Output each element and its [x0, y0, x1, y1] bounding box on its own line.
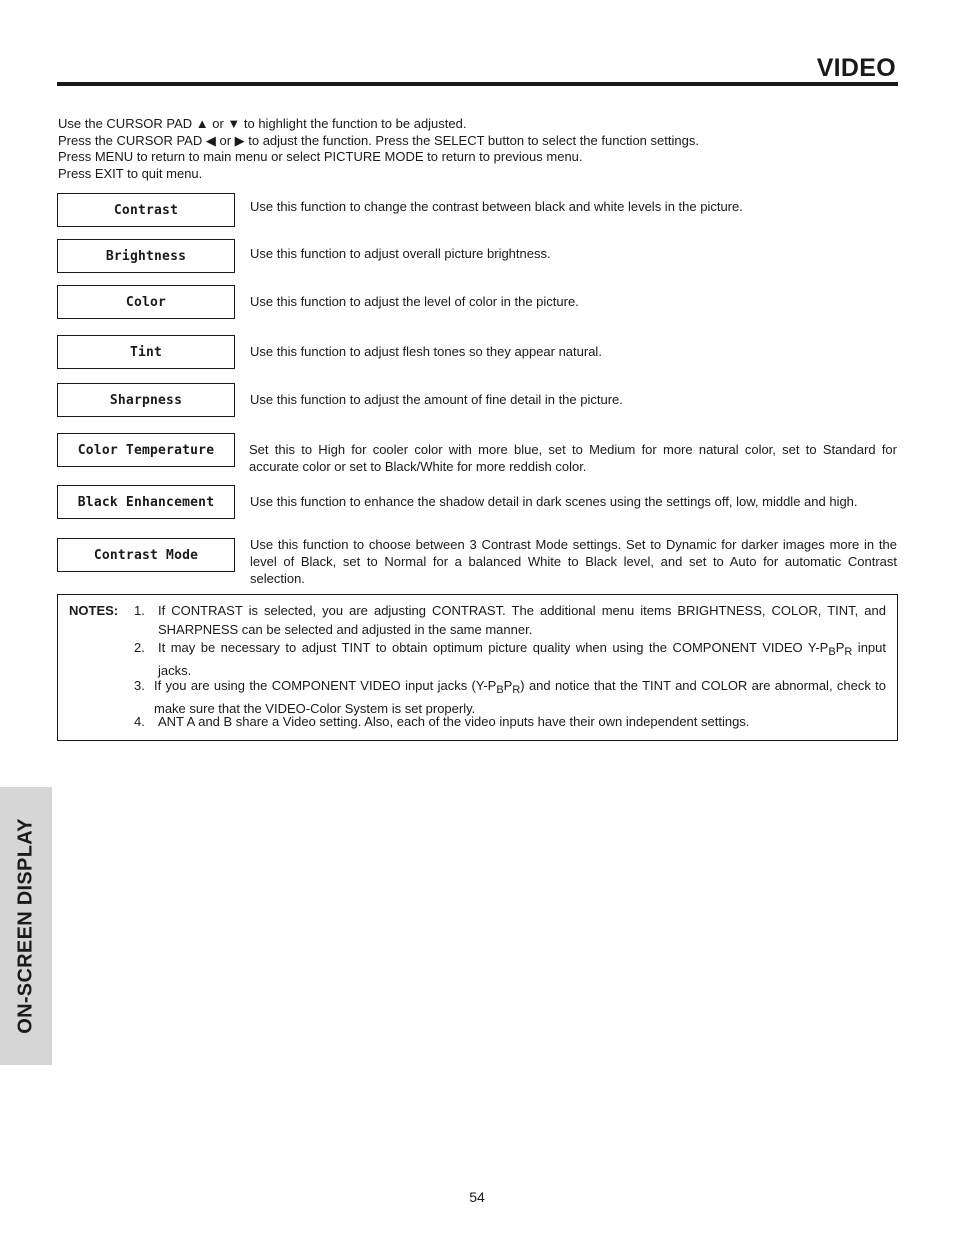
function-desc-contrast-mode: Use this function to choose between 3 Contrast Mode settings. Set to Dynamic for darker images more in the level of Black, set to Normal for a balanced White to Black level, and set to Auto for automatic Contrast selection.	[250, 537, 897, 586]
notes-label: NOTES:	[69, 603, 119, 618]
function-desc-color-temperature: Set this to High for cooler color with more blue, set to Medium for more natural color, set to Standard for accurate color or set to Black/White for more reddish color.	[249, 442, 897, 474]
function-box-sharpness: Sharpness	[57, 383, 235, 417]
function-desc-tint: Use this function to adjust flesh tones so they appear natural.	[250, 344, 602, 359]
function-desc-color: Use this function to adjust the level of color in the picture.	[250, 294, 579, 309]
function-desc-sharpness: Use this function to adjust the amount of fine detail in the picture.	[250, 392, 623, 407]
intro-instructions	[58, 116, 699, 183]
notes-box	[57, 594, 898, 741]
title-rule	[57, 82, 898, 86]
page-number: 54	[469, 1189, 485, 1205]
note-text: If you are using the COMPONENT VIDEO input jacks $(Y-P_BP_R)$ and notice that the TINT and COLOR are abnormal, check to make sure that the VIDEO-Color System is set properly.	[154, 678, 886, 716]
note-number: 2.	[134, 640, 145, 655]
page-title: VIDEO	[816, 54, 896, 82]
intro-line: Press EXIT to quit menu.	[58, 166, 203, 182]
function-desc-black-enhancement: Use this function to enhance the shadow detail in dark scenes using the settings off, low, middle and high.	[250, 494, 858, 509]
note-number: 4.	[134, 714, 145, 729]
function-desc-contrast: Use this function to change the contrast between black and white levels in the picture.	[250, 199, 743, 214]
note-number: 1.	[134, 603, 145, 618]
function-box-color-temperature: Color Temperature	[57, 433, 235, 467]
function-box-color: Color	[57, 285, 235, 319]
note-text: If CONTRAST is selected, you are adjusting CONTRAST. The additional menu items BRIGHTNESS, COLOR, TINT, and SHARPNESS can be selected and adjusted in the same manner.	[158, 603, 886, 637]
side-tab-label: ON-SCREEN DISPLAY	[14, 818, 37, 1034]
function-box-black-enhancement: Black Enhancement	[57, 485, 235, 519]
function-box-tint: Tint	[57, 335, 235, 369]
intro-line: Press MENU to return to main menu or select PICTURE MODE to return to previous menu.	[58, 149, 583, 165]
function-box-brightness: Brightness	[57, 239, 235, 273]
note-text: It may be necessary to adjust TINT to obtain optimum picture quality when using the COMPONENT VIDEO $Y-P_BP_R$ input jacks.	[158, 640, 886, 678]
intro-line: Press the CURSOR PAD ◀ or ▶ to adjust the function. Press the SELECT button to select the function settings.	[58, 132, 699, 148]
intro-line: Use the CURSOR PAD ▲ or ▼ to highlight the function to be adjusted.	[58, 116, 467, 131]
function-desc-brightness: Use this function to adjust overall picture brightness.	[250, 246, 551, 261]
function-box-contrast: Contrast	[57, 193, 235, 227]
function-box-contrast-mode: Contrast Mode	[57, 538, 235, 572]
note-text: ANT A and B share a Video setting. Also, each of the video inputs have their own independent settings.	[158, 714, 750, 729]
side-tab	[0, 787, 52, 1065]
note-number: 3.	[134, 678, 145, 693]
